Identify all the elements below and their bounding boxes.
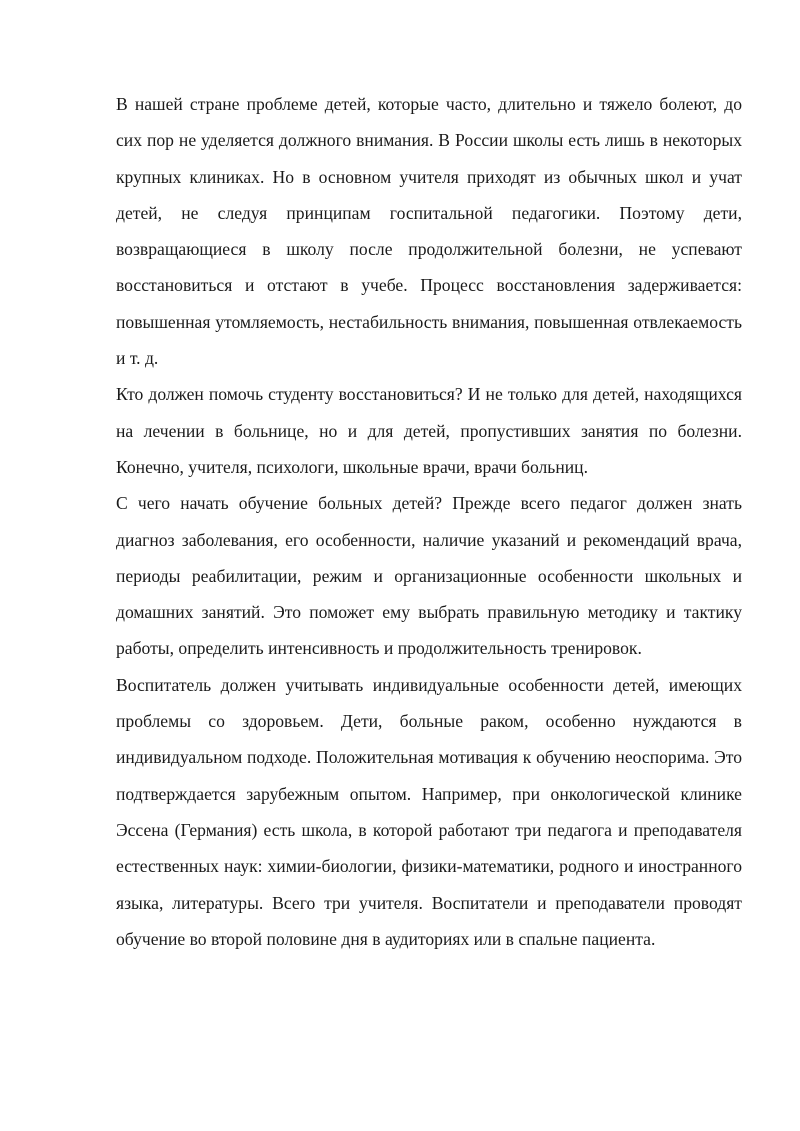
paragraph-4: Воспитатель должен учитывать индивидуальные особенности детей, имеющих проблемы со здоровьем. Дети, больные раком, особенно нуждаются в индивидуальном подходе. Положительная мотивация к обучению неоспорима. Это подтверждается зарубежным опытом. Например, при онкологической клинике Эссена (Германия) есть школа, в которой работают три педагога и преподавателя естественных наук: химии-биологии, физики-математики, родного и иностранного языка, литературы. Всего три учителя. Воспитатели и преподаватели проводят обучение во второй половине дня в аудиториях или в спальне пациента. xyxy=(116,674,742,949)
document-page xyxy=(116,86,742,957)
paragraph-1: В нашей стране проблеме детей, которые часто, длительно и тяжело болеют, до сих пор не уделяется должного внимания. В России школы есть лишь в некоторых крупных клиниках. Но в основном учителя приходят из обычных школ и учат детей, не следуя принципам госпитальной педагогики. Поэтому дети, возвращающиеся в школу после продолжительной болезни, не успевают восстановиться и отстают в учебе. Процесс восстановления задерживается: повышенная утомляемость, нестабильность внимания, повышенная отвлекаемость и т. д. xyxy=(116,94,742,369)
paragraph-3: С чего начать обучение больных детей? Прежде всего педагог должен знать диагноз заболевания, его особенности, наличие указаний и рекомендаций врача, периоды реабилитации, режим и организационные особенности школьных и домашних занятий. Это поможет ему выбрать правильную методику и тактику работы, определить интенсивность и продолжительность тренировок. xyxy=(116,493,742,659)
paragraph-2: Кто должен помочь студенту восстановиться? И не только для детей, находящихся на лечении в больнице, но и для детей, пропустивших занятия по болезни. Конечно, учителя, психологи, школьные врачи, врачи больниц. xyxy=(116,384,742,477)
